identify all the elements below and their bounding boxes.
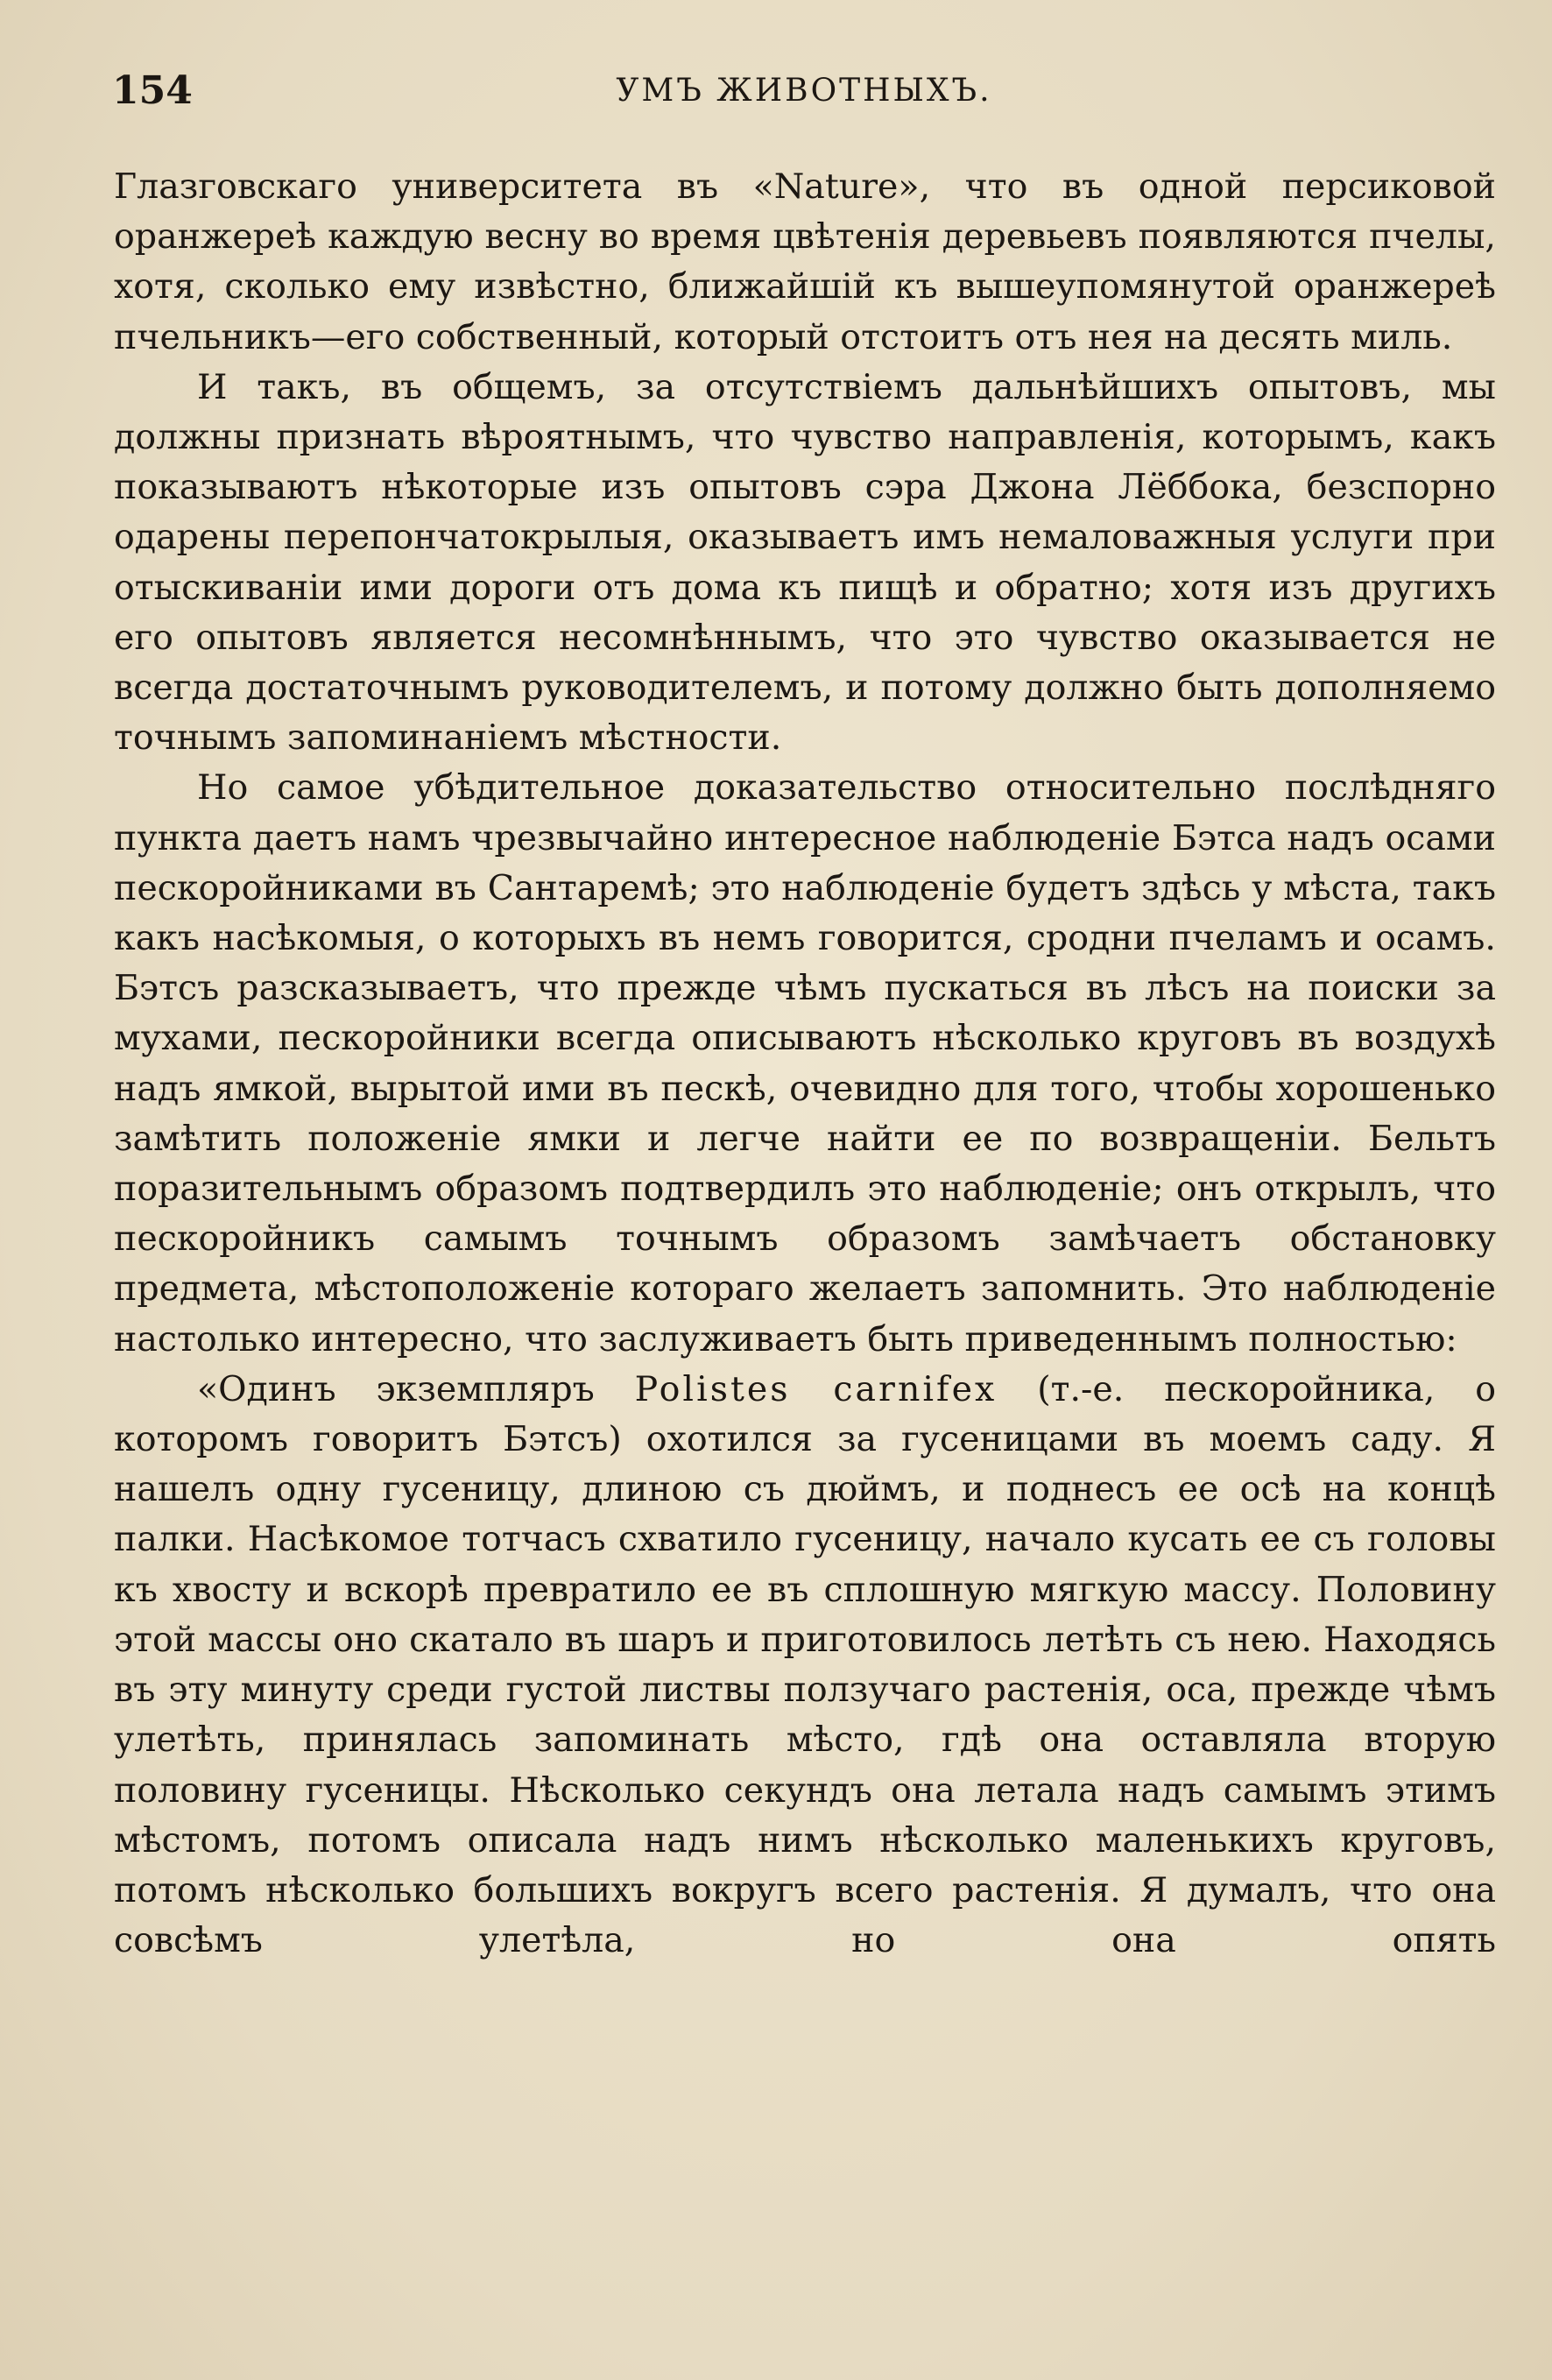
page-number: 154 [112,68,193,113]
paragraph-bates-observation: Но самое убѣдительное доказательство относительно послѣдняго пункта даетъ намъ чрезвычайно интересное наблюденіе Бэтса надъ осами пескоройниками въ Сантаремѣ; это наблюденіе будетъ здѣсь у мѣста, такъ какъ насѣкомыя, о которыхъ въ немъ говорится, сродни пчеламъ и осамъ. Бэтсъ разсказываетъ, что прежде чѣмъ пускаться въ лѣсъ на поиски за мухами, пескоройники всегда описываютъ нѣсколько круговъ въ воздухѣ надъ ямкой, вырытой ими въ пескѣ, очевидно для того, чтобы хорошенько замѣтить положеніе ямки и легче найти ее по возвращеніи. Бельтъ поразительнымъ образомъ подтвердилъ это наблюденіе; онъ открылъ, что пескоройникъ самымъ точнымъ образомъ замѣчаетъ обстановку предмета, мѣстоположеніе котораго желаетъ запомнить. Это наблюденіе настолько интересно, что заслуживаетъ быть приведеннымъ полностью: [114,767,1496,1359]
body-text [114,162,1496,1966]
paragraph-belt-quote [114,1365,1496,1966]
quote-opening: «Одинъ экземпляръ [197,1368,595,1409]
page-header [112,65,1496,117]
paragraph-sense-of-direction: И такъ, въ общемъ, за отсутствіемъ дальнѣйшихъ опытовъ, мы должны признать вѣроятнымъ, что чувство направленія, которымъ, какъ показываютъ нѣкоторые изъ опытовъ сэра Джона Лёббока, безспорно одарены перепончатокрылыя, оказываетъ имъ немаловажныя услуги при отыскиваніи ими дороги отъ дома къ пищѣ и обратно; хотя изъ другихъ его опытовъ является несомнѣннымъ, что это чувство оказывается не всегда достаточнымъ руководителемъ, и потому должно быть дополняемо точнымъ запоминаніемъ мѣстности. [114,366,1496,759]
paragraph-continuation: Глазговскаго университета въ «Nature», что въ одной персиковой оранжереѣ каждую весну во время цвѣтенія деревьевъ появляются пчелы, хотя, сколько ему извѣстно, ближайшій къ вышеупомянутой оранжереѣ пчельникъ—его собственный, который отстоитъ отъ нея на десять миль. [114,166,1496,357]
quote-text: (т.-е. пескоройника, о которомъ говоритъ Бэтсъ) охотился за гусеницами въ моемъ саду. Я нашелъ одну гусеницу, длиною съ дюймъ, и поднесъ ее осѣ на концѣ палки. Насѣкомое тотчасъ схватило гусеницу, начало кусать ее съ головы къ хвосту и вскорѣ превратило ее въ сплошную мягкую массу. Половину этой массы оно скатало въ шаръ и приготовилось летѣть съ нею. Находясь въ эту минуту среди густой листвы ползучаго растенія, оса, прежде чѣмъ улетѣть, принялась запоминать мѣсто, гдѣ она оставляла вторую половину гусеницы. Нѣсколько секундъ она летала надъ самымъ этимъ мѣстомъ, потомъ описала надъ нимъ нѣсколько маленькихъ круговъ, потомъ нѣсколько большихъ вокругъ всего растенія. Я думалъ, что она совсѣмъ улетѣла, но она опять [114,1368,1497,1961]
running-title: УМЪ ЖИВОТНЫХЪ. [616,73,992,109]
species-name: Polistes carnifex [634,1368,998,1409]
